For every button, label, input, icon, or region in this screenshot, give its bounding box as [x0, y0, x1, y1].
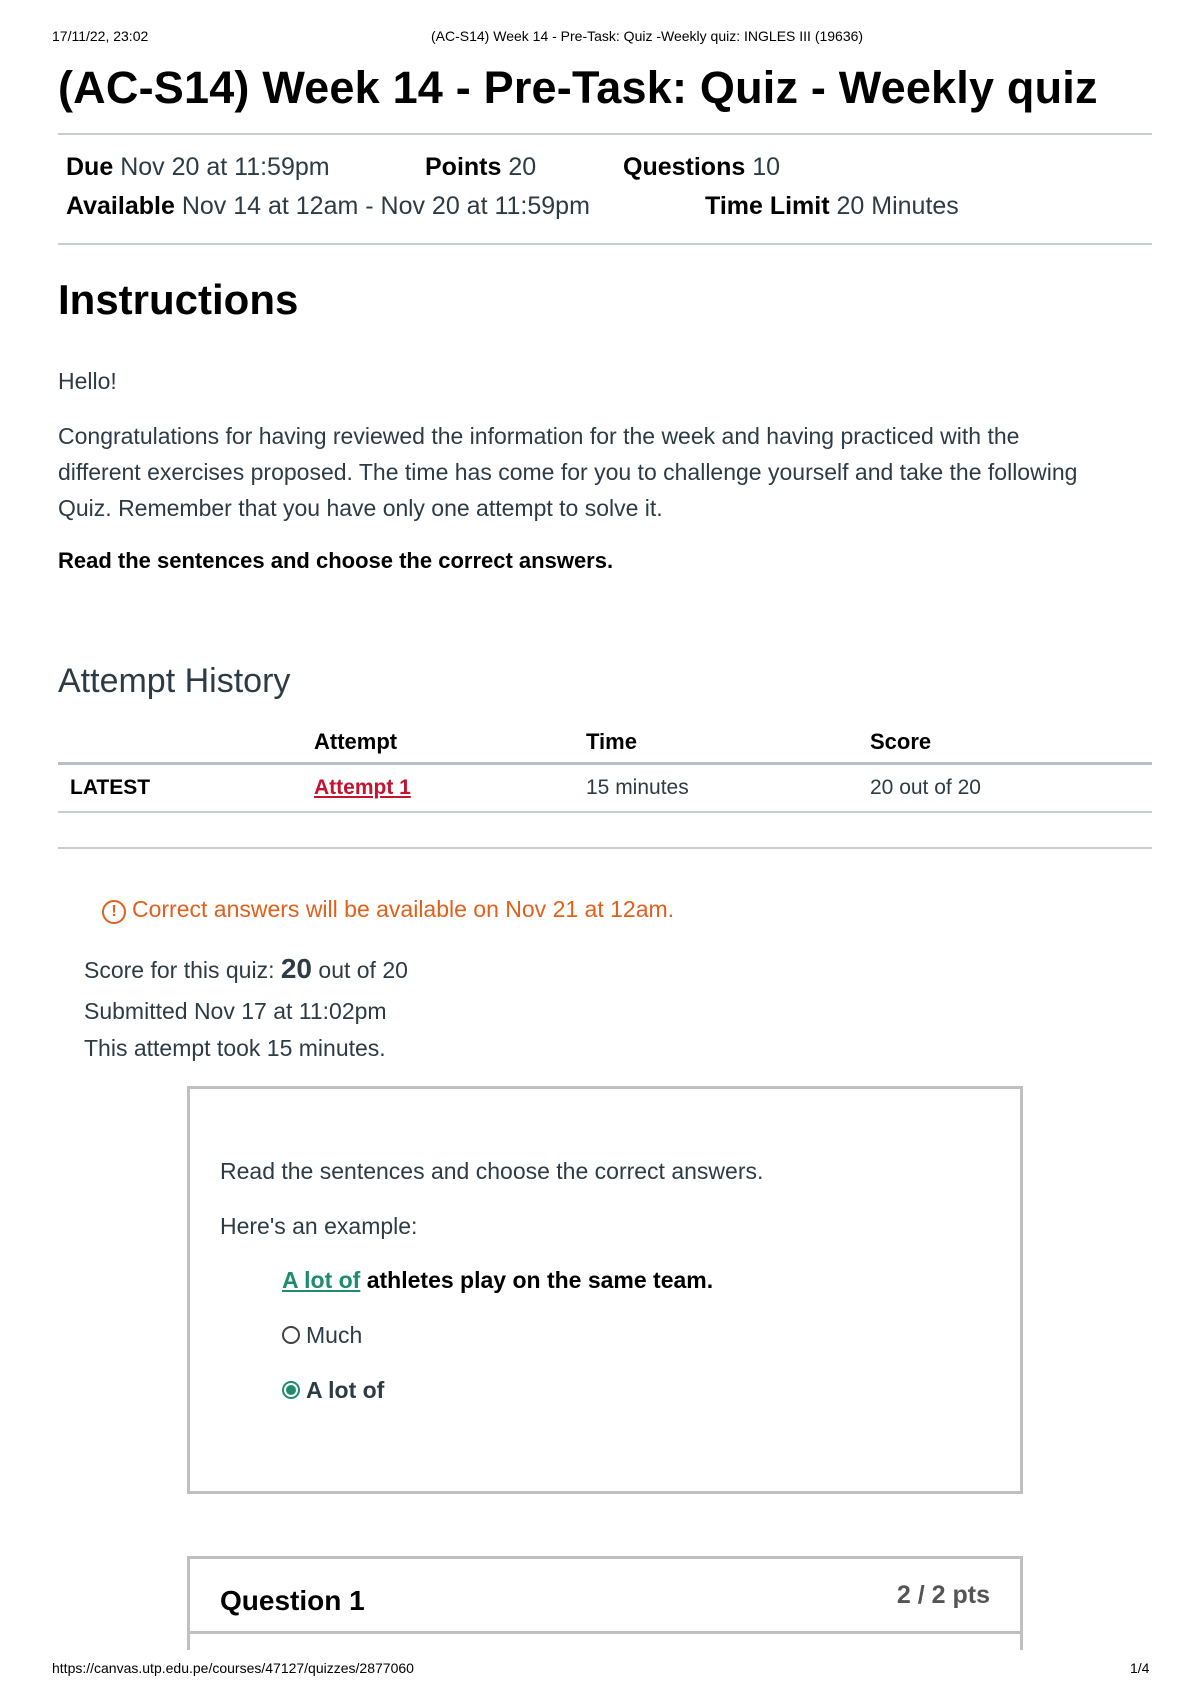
- example-sentence: [282, 1267, 713, 1294]
- page-title: (AC-S14) Week 14 - Pre-Task: Quiz - Weekly quiz: [58, 62, 1098, 113]
- questions-label: Questions: [623, 153, 746, 181]
- attempt-time: 15 minutes: [574, 764, 858, 813]
- example-box: [187, 1086, 1023, 1494]
- table-row: [58, 764, 1152, 813]
- questions-value: 10: [752, 153, 781, 181]
- points-info: [425, 153, 536, 182]
- submitted-info: Submitted Nov 17 at 11:02pm: [84, 998, 387, 1024]
- attempt-history-table: [58, 722, 1152, 813]
- column-header: [58, 722, 302, 764]
- option-label: Much: [306, 1322, 363, 1348]
- divider: [58, 133, 1152, 135]
- example-answer-link[interactable]: A lot of: [282, 1267, 361, 1293]
- example-option-a-lot-of[interactable]: [282, 1377, 384, 1404]
- example-sentence-rest: athletes play on the same team.: [366, 1267, 714, 1293]
- print-datetime: 17/11/22, 23:02: [52, 28, 149, 44]
- warning-icon: !: [102, 900, 126, 924]
- available-value: Nov 14 at 12am - Nov 20 at 11:59pm: [181, 192, 590, 220]
- question-header: [190, 1559, 1020, 1634]
- time-limit-info: [705, 192, 959, 221]
- due-label: Due: [66, 153, 114, 181]
- divider: [58, 243, 1152, 245]
- attempt-link[interactable]: Attempt 1: [314, 776, 411, 799]
- question-label: Question 1: [220, 1585, 365, 1616]
- score-value: 20: [280, 953, 313, 984]
- question-points: 2 / 2 pts: [896, 1581, 990, 1609]
- instructions-heading: Instructions: [58, 276, 299, 323]
- due-info: [66, 153, 330, 182]
- attempt-score: 20 out of 20: [858, 764, 1152, 813]
- due-value: Nov 20 at 11:59pm: [120, 153, 330, 181]
- time-limit-label: Time Limit: [705, 192, 830, 220]
- example-option-much[interactable]: [282, 1322, 362, 1349]
- example-label: Here's an example:: [220, 1213, 418, 1239]
- question-1-card: [187, 1556, 1023, 1659]
- answers-notice: [102, 896, 674, 924]
- instructions-bold: Read the sentences and choose the correct answers.: [58, 548, 614, 573]
- table-header-row: [58, 722, 1152, 764]
- column-header: Attempt: [302, 722, 574, 764]
- instructions-line: different exercises proposed. The time has come for you to challenge yourself and take the following: [58, 459, 1078, 485]
- radio-unselected-icon[interactable]: [282, 1326, 300, 1344]
- divider: [58, 847, 1152, 849]
- score-suffix: out of 20: [318, 957, 408, 983]
- column-header: Time: [574, 722, 858, 764]
- points-label: Points: [425, 153, 502, 181]
- instructions-line: Quiz. Remember that you have only one attempt to solve it.: [58, 495, 663, 521]
- points-value: 20: [508, 153, 537, 181]
- available-label: Available: [66, 192, 175, 220]
- radio-selected-icon[interactable]: [282, 1381, 300, 1399]
- print-url: https://canvas.utp.edu.pe/courses/47127/quizzes/2877060: [52, 1660, 414, 1676]
- time-limit-value: 20 Minutes: [836, 192, 959, 220]
- greeting: Hello!: [58, 368, 117, 394]
- option-label: A lot of: [306, 1377, 385, 1403]
- attempt-history-title: Attempt History: [58, 662, 291, 700]
- instructions-body: [58, 418, 1152, 526]
- instructions-line: Congratulations for having reviewed the information for the week and having practiced with the: [58, 423, 1020, 449]
- score-prefix: Score for this quiz:: [84, 957, 275, 983]
- example-intro: Read the sentences and choose the correct answers.: [220, 1158, 764, 1184]
- column-header: Score: [858, 722, 1152, 764]
- print-page-number: 1/4: [1130, 1660, 1150, 1676]
- notice-text: Correct answers will be available on Nov 21 at 12am.: [132, 896, 675, 922]
- available-info: [66, 192, 590, 221]
- quiz-score: [84, 953, 408, 985]
- latest-tag: LATEST: [58, 764, 302, 813]
- questions-info: [623, 153, 780, 182]
- duration-info: This attempt took 15 minutes.: [84, 1035, 386, 1061]
- print-doc-title: (AC-S14) Week 14 - Pre-Task: Quiz -Weekly quiz: INGLES III (19636): [431, 28, 864, 44]
